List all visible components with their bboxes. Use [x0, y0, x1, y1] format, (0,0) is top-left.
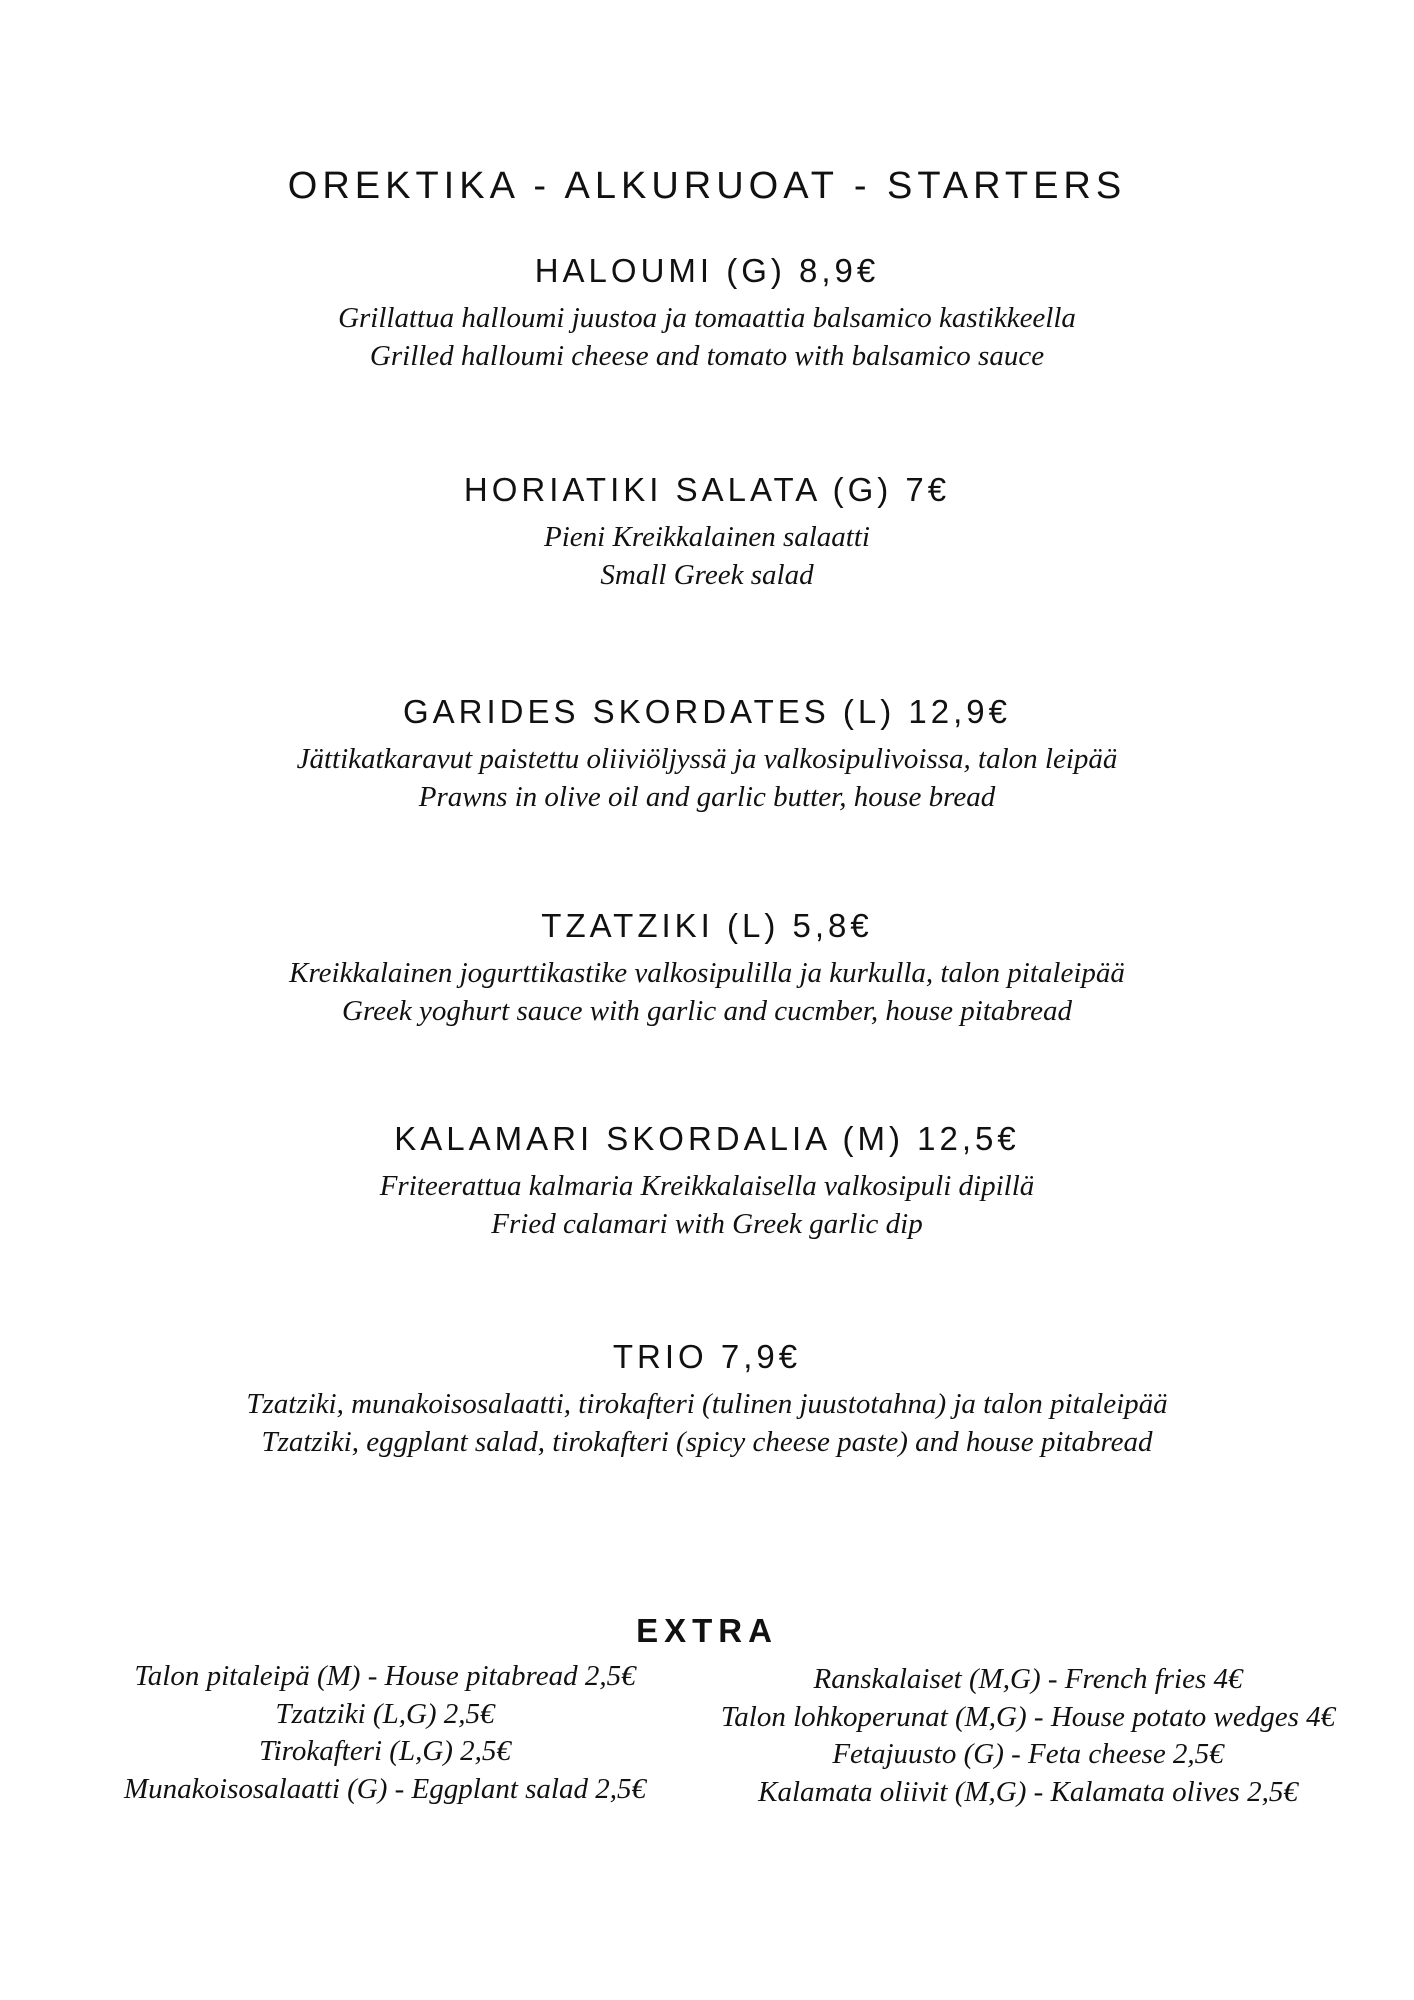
- description-english: Grilled halloumi cheese and tomato with balsamico sauce: [369, 340, 1045, 372]
- item-description: [0, 954, 1414, 1030]
- item-description: [0, 518, 1414, 594]
- extra-item: Tirokafteri (L,G) 2,5€: [259, 1735, 511, 1767]
- extra-item: Talon lohkoperunat (M,G) - House potato wedges 4€: [720, 1700, 1336, 1733]
- page-title: OREKTIKA - ALKURUOAT - STARTERS: [287, 165, 1127, 208]
- description-english: Greek yoghurt sauce with garlic and cucmber, house pitabread: [342, 995, 1072, 1027]
- description-finnish: Kreikkalainen jogurttikastike valkosipulilla ja kurkulla, talon pitaleipää: [289, 957, 1125, 989]
- extra-item: Kalamata oliivit (M,G) - Kalamata olives 2,5€: [758, 1775, 1298, 1808]
- extra-item: Talon pitaleipä (M) - House pitabread 2,5€: [134, 1660, 636, 1692]
- description-finnish: Jättikatkaravut paistettu oliiviöljyssä ja valkosipulivoissa, talon leipää: [296, 743, 1118, 775]
- item-description: [0, 299, 1414, 375]
- extra-section-title: EXTRA: [636, 1612, 778, 1650]
- extra-list-left: [25, 1658, 745, 1808]
- description-finnish: Grillattua halloumi juustoa ja tomaattia balsamico kastikkeella: [338, 302, 1076, 334]
- item-heading: KALAMARI SKORDALIA (M) 12,5€: [394, 1120, 1020, 1157]
- description-english: Small Greek salad: [600, 559, 814, 591]
- extra-item: Munakoisosalaatti (G) - Eggplant salad 2,5€: [124, 1772, 646, 1805]
- item-heading: TRIO 7,9€: [612, 1338, 802, 1375]
- extra-item: Ranskalaiset (M,G) - French fries 4€: [813, 1663, 1243, 1695]
- description-english: Prawns in olive oil and garlic butter, house bread: [418, 781, 996, 813]
- extra-item: Fetajuusto (G) - Feta cheese 2,5€: [832, 1738, 1224, 1770]
- item-heading: GARIDES SKORDATES (L) 12,9€: [402, 693, 1012, 730]
- description-finnish: Tzatziki, munakoisosalaatti, tirokafteri (tulinen juustotahna) ja talon pitaleipää: [246, 1388, 1168, 1420]
- description-english: Tzatziki, eggplant salad, tirokafteri (spicy cheese paste) and house pitabread: [261, 1426, 1153, 1458]
- menu-item-trio: [0, 1335, 1414, 1461]
- menu-item-tzatziki: [0, 904, 1414, 1030]
- item-heading: TZATZIKI (L) 5,8€: [541, 907, 873, 944]
- item-heading: HORIATIKI SALATA (G) 7€: [463, 471, 951, 508]
- item-heading: HALOUMI (G) 8,9€: [534, 252, 880, 289]
- item-description: [0, 1167, 1414, 1243]
- item-description: [0, 740, 1414, 816]
- menu-item-garides-skordates: [0, 690, 1414, 816]
- description-english: Fried calamari with Greek garlic dip: [491, 1208, 923, 1240]
- description-finnish: Pieni Kreikkalainen salaatti: [544, 521, 870, 553]
- extra-item: Tzatziki (L,G) 2,5€: [275, 1697, 495, 1730]
- description-finnish: Friteerattua kalmaria Kreikkalaisella valkosipuli dipillä: [379, 1170, 1035, 1202]
- menu-item-haloumi: [0, 249, 1414, 375]
- menu-item-kalamari-skordalia: [0, 1117, 1414, 1243]
- menu-item-horiatiki-salata: [0, 468, 1414, 594]
- item-description: [0, 1385, 1414, 1461]
- extra-list-right: [658, 1661, 1398, 1811]
